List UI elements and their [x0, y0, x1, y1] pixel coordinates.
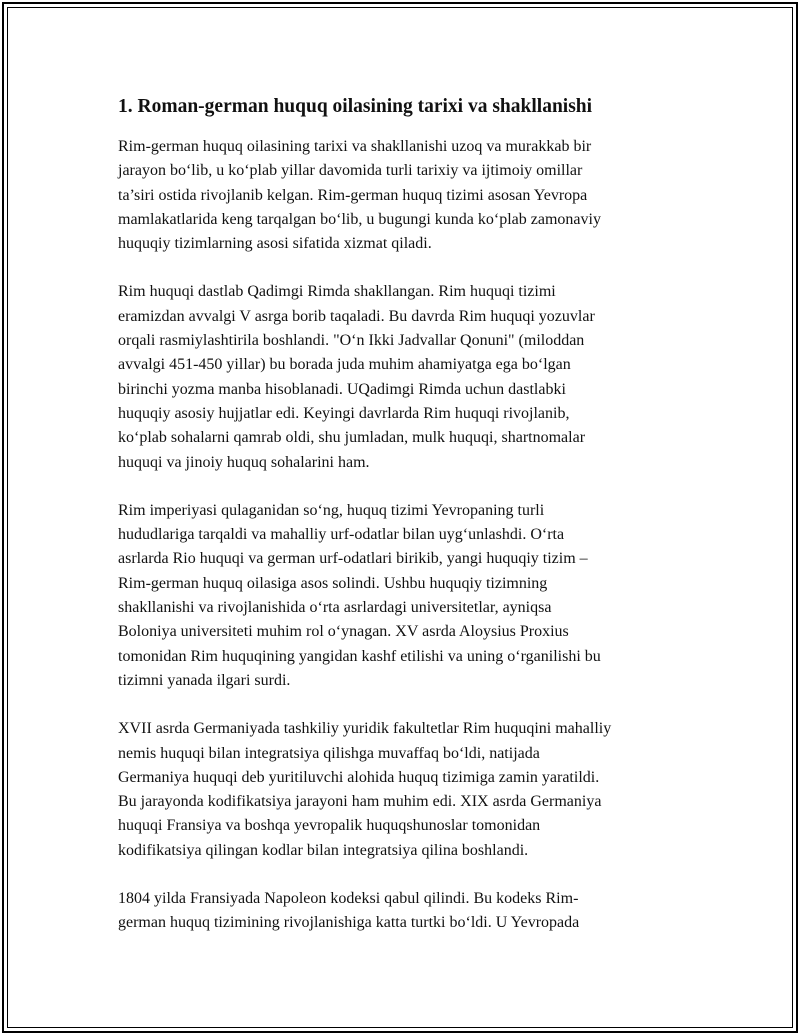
- text-line: jarayon bo‘lib, u ko‘plab yillar davomida turli tarixiy va ijtimoiy omillar: [118, 162, 583, 180]
- text-line: ko‘plab sohalarni qamrab oldi, shu jumladan, mulk huquqi, shartnomalar: [118, 429, 586, 447]
- text-line: asrlarda Rio huquqi va german urf-odatlari birikib, yangi huquqiy tizim –: [118, 550, 588, 568]
- text-line: Rim-german huquq oilasiga asos solindi. Ushbu huquqiy tizimning: [118, 574, 548, 592]
- text-line: Rim imperiyasi qulaganidan so‘ng, huquq tizimi Yevropaning turli: [118, 501, 545, 519]
- text-line: kodifikatsiya qilingan kodlar bilan integratsiya qilina boshlandi.: [118, 841, 529, 859]
- text-line: shakllanishi va rivojlanishida o‘rta asrlardagi universitetlar, ayniqsa: [118, 599, 552, 617]
- document-body: [118, 93, 693, 960]
- paragraph-3: [118, 499, 693, 693]
- text-line: XVII asrda Germaniyada tashkiliy yuridik fakultetlar Rim huquqini mahalliy: [118, 720, 612, 738]
- text-line: tizimni yanada ilgari surdi.: [118, 671, 291, 689]
- text-line: avvalgi 451-450 yillar) bu borada juda muhim ahamiyatga ega bo‘lgan: [118, 356, 571, 374]
- text-line: eramizdan avvalgi V asrga borib taqaladi. Bu davrda Rim huquqi yozuvlar: [118, 307, 595, 325]
- paragraph-2: [118, 280, 693, 474]
- text-line: Bu jarayonda kodifikatsiya jarayoni ham muhim edi. XIX asrda Germaniya: [118, 793, 602, 811]
- text-line: Rim huquqi dastlab Qadimgi Rimda shakllangan. Rim huquqi tizimi: [118, 283, 556, 301]
- text-line: huquqiy asosiy hujjatlar edi. Keyingi davrlarda Rim huquqi rivojlanib,: [118, 404, 570, 422]
- text-line: tomonidan Rim huquqining yangidan kashf etilishi va uning o‘rganilishi bu: [118, 647, 601, 665]
- text-line: huquqi Fransiya va boshqa yevropalik huquqshunoslar tomonidan: [118, 817, 541, 835]
- text-line: german huquq tizimining rivojlanishiga katta turtki bo‘ldi. U Yevropada: [118, 914, 580, 932]
- text-line: 1804 yilda Fransiyada Napoleon kodeksi qabul qilindi. Bu kodeks Rim-: [118, 890, 579, 908]
- text-line: Rim-german huquq oilasining tarixi va shakllanishi uzoq va murakkab bir: [118, 138, 592, 155]
- text-line: huquqi va jinoiy huquq sohalarini ham.: [118, 453, 370, 471]
- paragraph-5: [118, 887, 693, 936]
- text-line: Germaniya huquqi deb yuritiluvchi alohida huquq tizimiga zamin yaratildi.: [118, 768, 600, 786]
- paragraph-4: [118, 717, 693, 863]
- paragraph-1: [118, 135, 693, 256]
- text-line: birinchi yozma manba hisoblanadi. UQadimgi Rimda uchun dastlabki: [118, 380, 566, 398]
- text-line: orqali rasmiylashtirila boshlandi. "O‘n Ikki Jadvallar Qonuni" (miloddan: [118, 332, 585, 350]
- text-line: ta’siri ostida rivojlanib kelgan. Rim-german huquq tizimi asosan Yevropa: [118, 186, 588, 204]
- text-line: mamlakatlarida keng tarqalgan bo‘lib, u bugungi kunda ko‘plab zamonaviy: [118, 210, 601, 228]
- text-line: Boloniya universiteti muhim rol o‘ynagan. XV asrda Aloysius Proxius: [118, 623, 569, 641]
- text-line: nemis huquqi bilan integratsiya qilishga muvaffaq bo‘ldi, natijada: [118, 744, 540, 762]
- page-title: 1. Roman-german huquq oilasining tarixi va shakllanishi: [118, 96, 593, 117]
- text-line: hududlariga tarqaldi va mahalliy urf-odatlar bilan uyg‘unlashdi. O‘rta: [118, 526, 565, 544]
- text-line: huquqiy tizimlarning asosi sifatida xizmat qiladi.: [118, 235, 432, 253]
